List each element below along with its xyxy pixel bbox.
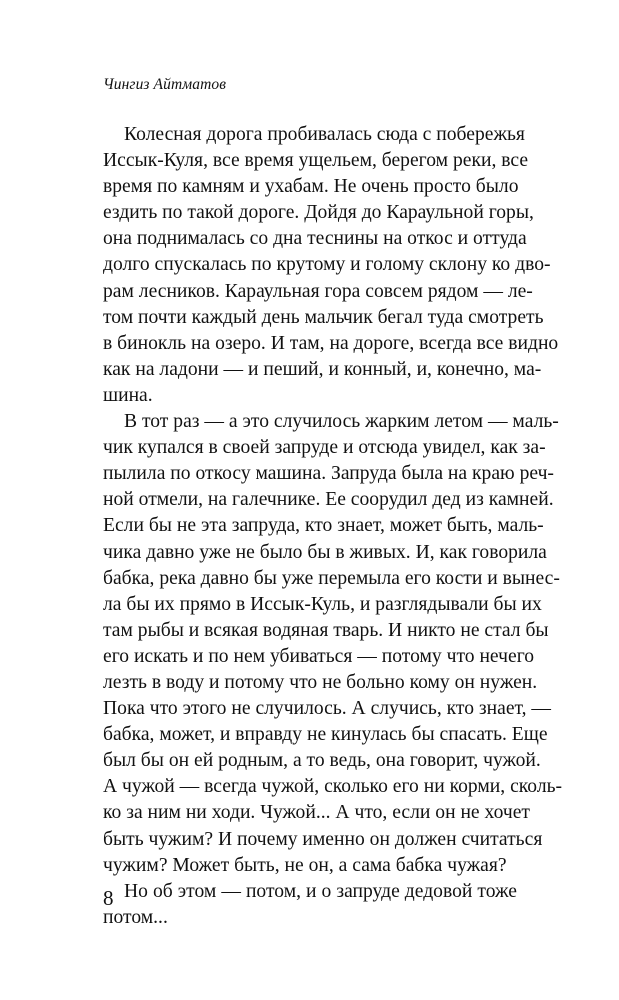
text-line: Если бы не эта запруда, кто знает, может быть, маль-	[103, 515, 544, 537]
text-line: она поднималась со дна теснины на откос и оттуда	[103, 228, 527, 250]
text-line: А чужой — всегда чужой, сколько его ни корми, сколь-	[103, 776, 563, 798]
text-line: том почти каждый день мальчик бегал туда смотреть	[103, 306, 544, 328]
text-line: время по камням и ухабам. Не очень просто было	[103, 176, 519, 198]
text-line: чик купался в своей запруде и отсюда увидел, как за-	[103, 437, 546, 459]
text-line: ко за ним ни ходи. Чужой... А что, если он не хочет	[103, 802, 530, 824]
text-line: Колесная дорога пробивалась сюда с побережья	[124, 124, 525, 145]
text-line: долго спускалась по крутому и голому склону ко дво-	[103, 254, 551, 276]
text-line: потом...	[103, 906, 168, 928]
text-line: как на ладони — и пеший, и конный, и, конечно, ма-	[103, 358, 542, 380]
body-text	[103, 122, 563, 931]
text-line: его искать и по нем убиваться — потому что нечего	[103, 645, 535, 667]
paragraph-3	[103, 879, 517, 931]
text-line: Но об этом — потом, и о запруде дедовой тоже	[124, 880, 517, 902]
text-line: ла бы их прямо в Иссык-Куль, и разглядывали бы их	[103, 593, 542, 615]
text-line: в бинокль на озеро. И там, на дороге, всегда все видно	[103, 332, 559, 354]
text-line: Пока что этого не случилось. А случись, кто знает, —	[103, 698, 552, 720]
text-line: ездить по такой дороге. Дойдя до Караульной горы,	[103, 202, 534, 224]
text-line: чужим? Может быть, не он, а сама бабка чужая?	[103, 854, 507, 876]
text-line: быть чужим? И почему именно он должен считаться	[103, 828, 543, 850]
paragraph-2	[103, 409, 563, 879]
text-line: лезть в воду и потому что не больно кому он нужен.	[103, 671, 538, 693]
text-line: бабка, может, и вправду не кинулась бы спасать. Еще	[103, 724, 548, 746]
text-line: пылила по откосу машина. Запруда была на краю реч-	[103, 463, 554, 485]
paragraph-1	[103, 122, 559, 409]
page-number: 8	[103, 886, 114, 910]
text-line: чика давно уже не было бы в живых. И, как говорила	[103, 541, 547, 563]
running-header-author: Чингиз Айтматов	[103, 76, 227, 93]
text-line: там рыбы и всякая водяная тварь. И никто не стал бы	[103, 619, 549, 641]
text-line: бабка, река давно бы уже перемыла его кости и вынес-	[103, 567, 560, 589]
text-line: шина.	[103, 384, 153, 406]
text-line: был бы он ей родным, а то ведь, она говорит, чужой.	[103, 750, 541, 772]
text-line: ной отмели, на галечнике. Ее соорудил дед из камней.	[103, 489, 554, 511]
text-line: Иссык-Куля, все время ущельем, берегом реки, все	[103, 150, 529, 172]
text-line: В тот раз — а это случилось жарким летом — маль-	[124, 411, 559, 433]
text-line: рам лесников. Караульная гора совсем рядом — ле-	[103, 280, 533, 302]
